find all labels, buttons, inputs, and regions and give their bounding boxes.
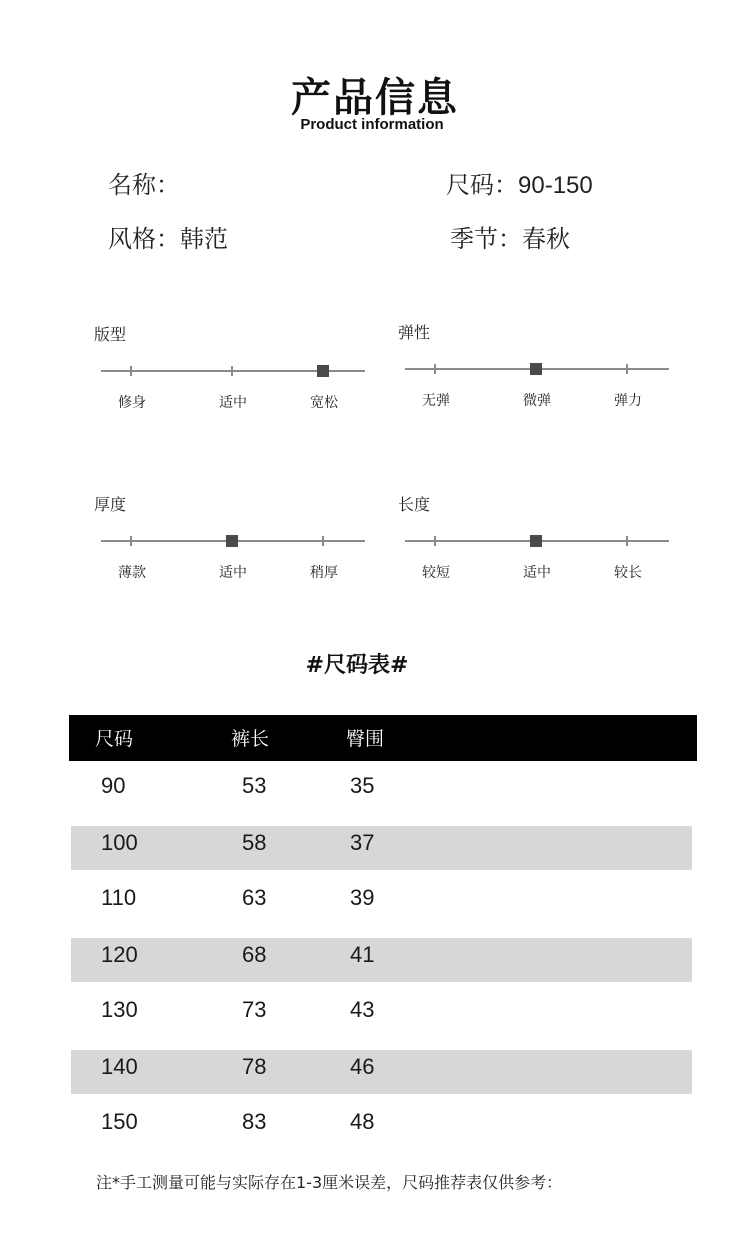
cell-size: 130	[101, 997, 138, 1022]
info-name	[108, 165, 180, 200]
header-hip: 臀围	[346, 728, 385, 750]
slider-tick	[626, 364, 628, 374]
info-size-value: 90-150	[518, 172, 593, 199]
cell-pants-length: 63	[242, 885, 267, 910]
attribute-title: 长度	[398, 495, 431, 514]
cell-size: 140	[101, 1054, 138, 1079]
slider-option: 微弹	[523, 393, 551, 409]
slider-tick	[231, 366, 233, 376]
info-season-value: 春秋	[522, 225, 570, 253]
cell-pants-length: 83	[242, 1109, 267, 1134]
page-title: 产品信息	[291, 75, 459, 121]
slider-tick	[434, 536, 436, 546]
cell-hip: 35	[350, 773, 375, 798]
info-name-label: 名称：	[108, 171, 180, 199]
info-style	[108, 219, 228, 254]
slider-tick	[434, 364, 436, 374]
info-style-value: 韩范	[180, 225, 228, 253]
slider-option: 适中	[219, 395, 247, 411]
attribute-title: 版型	[94, 325, 127, 344]
cell-hip: 39	[350, 885, 375, 910]
table-row	[71, 1050, 692, 1094]
slider-tick	[130, 366, 132, 376]
header-size: 尺码	[95, 728, 134, 750]
cell-size: 90	[101, 773, 126, 798]
attribute-thickness	[94, 492, 364, 592]
cell-pants-length: 78	[242, 1054, 267, 1079]
table-row	[71, 765, 692, 809]
cell-pants-length: 68	[242, 942, 267, 967]
disclaimer-note: 注*手工测量可能与实际存在1-3厘米误差，尺码推荐表仅供参考：	[96, 1173, 563, 1192]
slider-knob	[530, 535, 542, 547]
slider-tick	[626, 536, 628, 546]
slider-knob	[530, 363, 542, 375]
cell-size: 100	[101, 830, 138, 855]
slider-option: 较短	[422, 565, 450, 581]
slider-option: 适中	[523, 565, 551, 581]
info-size	[446, 165, 593, 200]
slider-tick	[130, 536, 132, 546]
cell-size: 150	[101, 1109, 138, 1134]
cell-hip: 43	[350, 997, 375, 1022]
info-season	[450, 219, 570, 254]
slider-knob	[226, 535, 238, 547]
slider-option: 弹力	[614, 393, 642, 409]
slider-option: 宽松	[310, 395, 338, 411]
size-chart-title: #尺码表#	[305, 653, 409, 678]
slider-option: 修身	[118, 395, 146, 411]
slider-option: 稍厚	[310, 565, 338, 581]
cell-pants-length: 58	[242, 830, 267, 855]
cell-size: 120	[101, 942, 138, 967]
page-subtitle: Product information	[300, 116, 444, 133]
info-size-label: 尺码：	[446, 171, 518, 199]
attribute-length	[398, 492, 668, 592]
header-pants-length: 裤长	[231, 728, 270, 750]
table-row	[71, 877, 692, 921]
table-row	[71, 1101, 692, 1145]
cell-hip: 37	[350, 830, 375, 855]
cell-hip: 48	[350, 1109, 375, 1134]
cell-pants-length: 53	[242, 773, 267, 798]
table-row	[71, 938, 692, 982]
slider-option: 适中	[219, 565, 247, 581]
attribute-title: 厚度	[94, 495, 127, 514]
attribute-fit	[94, 322, 364, 422]
slider-knob	[317, 365, 329, 377]
attribute-title: 弹性	[398, 323, 431, 342]
attribute-elasticity	[398, 320, 668, 420]
slider-tick	[322, 536, 324, 546]
info-season-label: 季节：	[450, 225, 522, 253]
slider-option: 无弹	[422, 393, 450, 409]
slider-option: 薄款	[118, 565, 146, 581]
cell-pants-length: 73	[242, 997, 267, 1022]
cell-hip: 46	[350, 1054, 375, 1079]
cell-size: 110	[101, 885, 137, 910]
size-table-header	[69, 715, 697, 761]
table-row	[71, 826, 692, 870]
info-style-label: 风格：	[108, 225, 180, 253]
cell-hip: 41	[350, 942, 375, 967]
table-row	[71, 989, 692, 1033]
slider-option: 较长	[614, 565, 642, 581]
